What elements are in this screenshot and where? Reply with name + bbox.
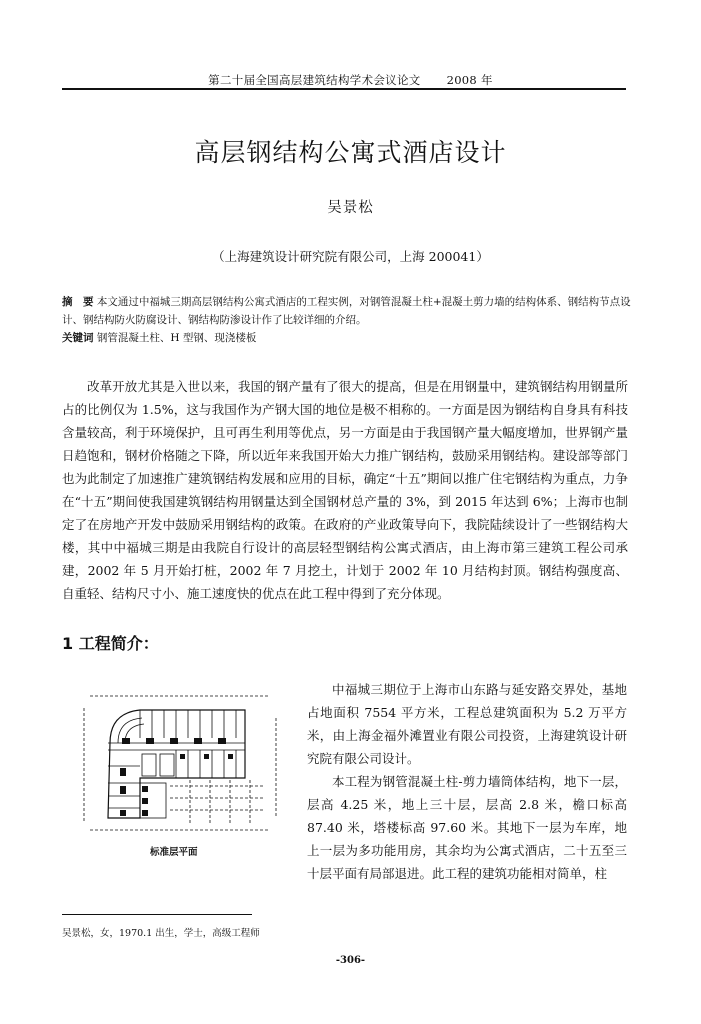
conference-name: 第二十届全国高层建筑结构学术会议论文	[208, 73, 421, 87]
abstract-label: 摘 要	[62, 296, 94, 308]
floor-plan-drawing	[80, 688, 280, 838]
affiliation: （上海建筑设计研究院有限公司，上海 200041）	[212, 249, 489, 264]
structure-paragraph: 本工程为钢管混凝土柱-剪力墙筒体结构，地下一层，层高 4.25 米，地上三十层，层高 2.8 米，檐口标高 87.40 米，塔楼标高 97.60 米。其地下一层为车库，地上一层为多功能用房，其余均为公寓式酒店，二十五至三十层平面有局部退进。此工程的建筑功能相对简单，柱	[307, 774, 627, 881]
floor-plan-figure	[80, 688, 280, 838]
section1-text	[307, 678, 627, 885]
author-footnote: 吴景松，女，1970.1 出生，学士，高级工程师	[62, 928, 260, 939]
keywords	[62, 329, 632, 347]
abstract-text: 本文通过中福城三期高层钢结构公寓式酒店的工程实例，对钢管混凝土柱+混凝土剪力墙的结构体系、钢结构节点设计、钢结构防火防腐设计、钢结构防渗设计作了比较详细的介绍。	[62, 296, 631, 326]
abstract	[62, 293, 632, 329]
page-number: -306-	[335, 955, 366, 966]
running-header	[0, 72, 701, 88]
project-location-paragraph: 中福城三期位于上海市山东路与延安路交界处，基地占地面积 7554 平方米，工程总建筑面积为 5.2 万平方米，由上海金福外滩置业有限公司投资，上海建筑设计研究院有限公司设计。	[307, 682, 627, 766]
keywords-label: 关键词	[62, 332, 94, 344]
footnote-rule	[62, 914, 252, 915]
abstract-block	[62, 293, 632, 347]
intro-paragraph: 改革开放尤其是入世以来，我国的钢产量有了很大的提高，但是在用钢量中，建筑钢结构用钢量所占的比例仅为 1.5%，这与我国作为产钢大国的地位是极不相称的。一方面是因为钢结构自身具有科技含量较高，利于环境保护，且可再生利用等优点，另一方面是由于我国钢产量大幅度增加，世界钢产量日趋饱和，钢材价格随之下降，所以近年来我国开始大力推广钢结构，鼓励采用钢结构。建设部等部门也为此制定了加速推广建筑钢结构发展和应用的目标，确定“十五”期间以推广住宅钢结构为重点，力争在“十五”期间使我国建筑钢结构用钢量达到全国钢材总产量的 3%，到 2015 年达到 6%；上海市也制定了在房地产开发中鼓励采用钢结构的政策。在政府的产业政策导向下，我院陆续设计了一些钢结构大楼，其中中福城三期是由我院自行设计的高层轻型钢结构公寓式酒店，由上海市第三建筑工程公司承建，2002 年 5 月开始打桩，2002 年 7 月挖土，计划于 2002 年 10 月结构封顶。钢结构强度高、自重轻、结构尺寸小、施工速度快的优点在此工程中得到了充分体现。	[62, 379, 628, 601]
conference-year: 2008 年	[446, 73, 493, 87]
figure-caption: 标准层平面	[150, 847, 198, 858]
header-rule	[62, 88, 626, 90]
keywords-text: 钢管混凝土柱、H 型钢、现浇楼板	[96, 332, 257, 344]
author-name: 吴景松	[327, 200, 374, 216]
section-heading: 1 工程简介：	[62, 634, 159, 653]
paper-title: 高层钢结构公寓式酒店设计	[194, 138, 507, 167]
